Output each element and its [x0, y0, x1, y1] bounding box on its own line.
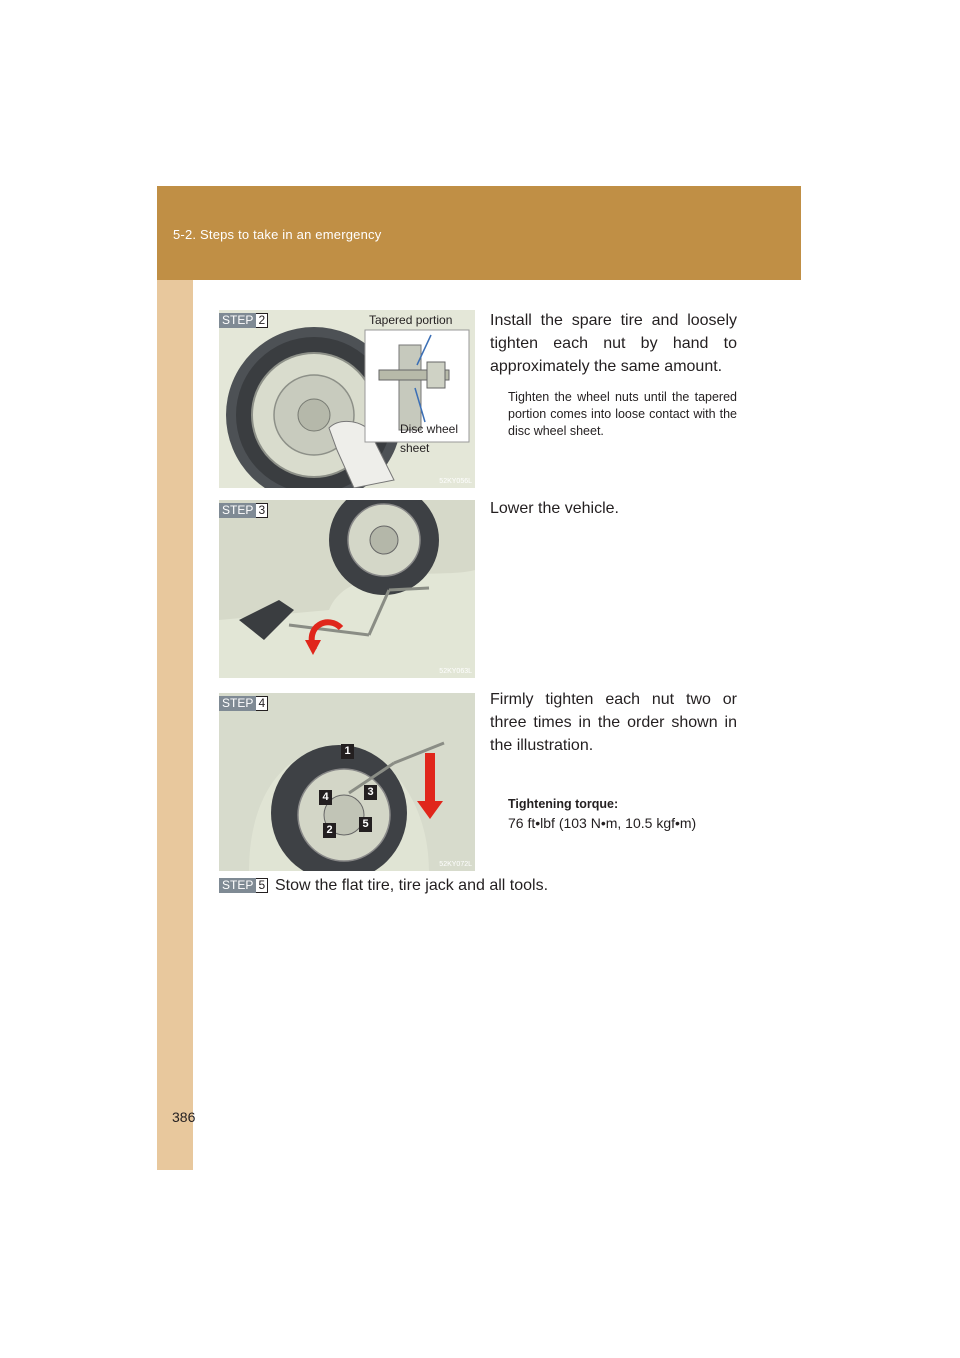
image-code: 52KY072L — [439, 861, 472, 868]
step-number: 5 — [256, 878, 268, 893]
step-4-instruction: Firmly tighten each nut two or three times in the order shown in the illustration. — [490, 691, 737, 754]
step-number: 2 — [256, 313, 268, 328]
nut-order-2: 2 — [323, 823, 336, 838]
nut-order-4: 4 — [319, 790, 332, 805]
nut-order-3: 3 — [364, 785, 377, 800]
callout-disc-wheel-line2: sheet — [400, 441, 430, 455]
step-2-illustration — [219, 310, 475, 488]
step-2-note: Tighten the wheel nuts until the tapered portion comes into loose contact with the disc wheel sheet. — [508, 390, 737, 438]
nut-order-5: 5 — [359, 817, 372, 832]
step-4-illustration — [219, 693, 475, 871]
callout-tapered-portion: Tapered portion — [369, 313, 453, 327]
step-4-badge — [219, 696, 268, 711]
step-2-instruction: Install the spare tire and loosely tighten each nut by hand to approximately the same amount. — [490, 312, 737, 375]
page-number: 386 — [172, 1109, 196, 1125]
nut-order-1: 1 — [341, 744, 354, 759]
step-number: 3 — [256, 503, 268, 518]
lower-vehicle-drawing — [219, 500, 475, 678]
step-word: STEP — [219, 313, 256, 328]
torque-value: 76 ft•lbf (103 N•m, 10.5 kgf•m) — [508, 815, 697, 831]
step-5-badge — [219, 878, 268, 893]
step-5-instruction: Stow the flat tire, tire jack and all tools. — [275, 877, 549, 894]
image-code: 52KY063L — [439, 668, 472, 675]
image-code: 52KY056L — [439, 478, 472, 485]
step-3-illustration — [219, 500, 475, 678]
step-number: 4 — [256, 696, 268, 711]
step-word: STEP — [219, 503, 256, 518]
sidebar-band — [157, 186, 196, 1170]
step-3-badge — [219, 503, 268, 518]
step-3-instruction: Lower the vehicle. — [490, 500, 619, 517]
step-word: STEP — [219, 878, 256, 893]
spare-tire-install-drawing — [219, 310, 475, 488]
section-title: 5-2. Steps to take in an emergency — [173, 227, 382, 242]
tighten-nuts-drawing — [219, 693, 475, 871]
torque-label: Tightening torque: — [508, 797, 619, 811]
step-2-badge — [219, 313, 268, 328]
callout-disc-wheel-line1: Disc wheel — [400, 422, 459, 436]
step-word: STEP — [219, 696, 256, 711]
